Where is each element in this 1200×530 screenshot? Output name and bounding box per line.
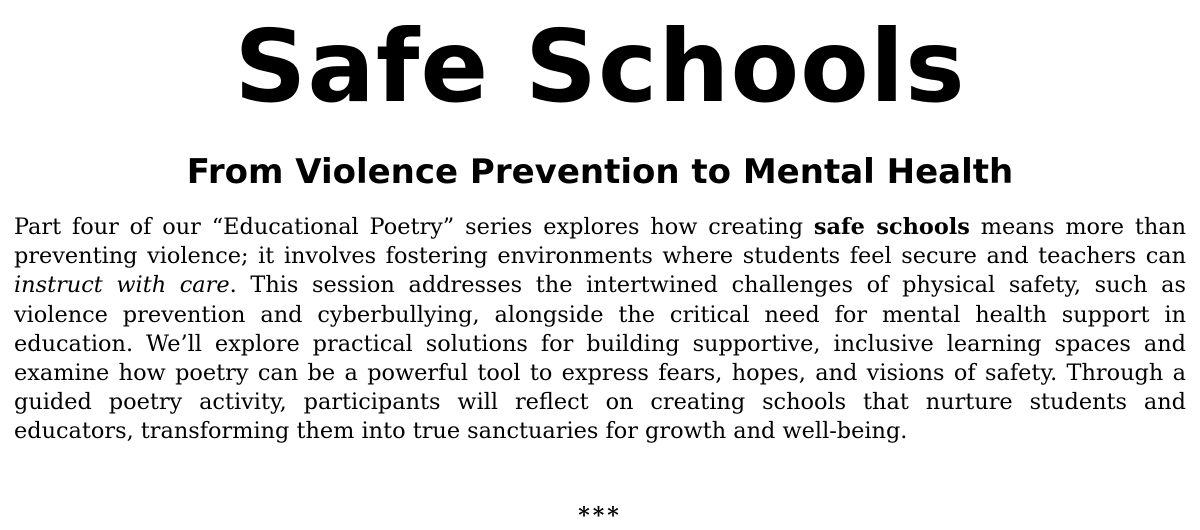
paragraph-text-part2: means more than preventing violence; it involves fostering environments where students feel secure and teachers can — [14, 214, 1187, 270]
page-subtitle: From Violence Prevention to Mental Health — [186, 152, 1014, 192]
section-separator: *** — [578, 503, 622, 529]
paragraph-bold-phrase: safe schools — [813, 214, 970, 240]
page-title: Safe Schools — [234, 8, 966, 125]
paragraph-text-part3: . This session addresses the intertwined challenges of physical safety, such as violence prevention and cyberbullying, alongside the critical need for mental health support in education. We’ll explore practical solutions for building supportive, inclusive learning spaces and examine how poetry can be a powerful tool to express fears, hopes, and visions of safety. Through a guided poetry activity, participants will reflect on creating schools that nurture students and educators, transforming them into true sanctuaries for growth and well-being. — [14, 272, 1186, 445]
description-paragraph — [14, 213, 1186, 447]
paragraph-text-part1: Part four of our “Educational Poetry” series explores how creating — [14, 214, 814, 240]
paragraph-italic-phrase: instruct with care — [14, 272, 230, 299]
